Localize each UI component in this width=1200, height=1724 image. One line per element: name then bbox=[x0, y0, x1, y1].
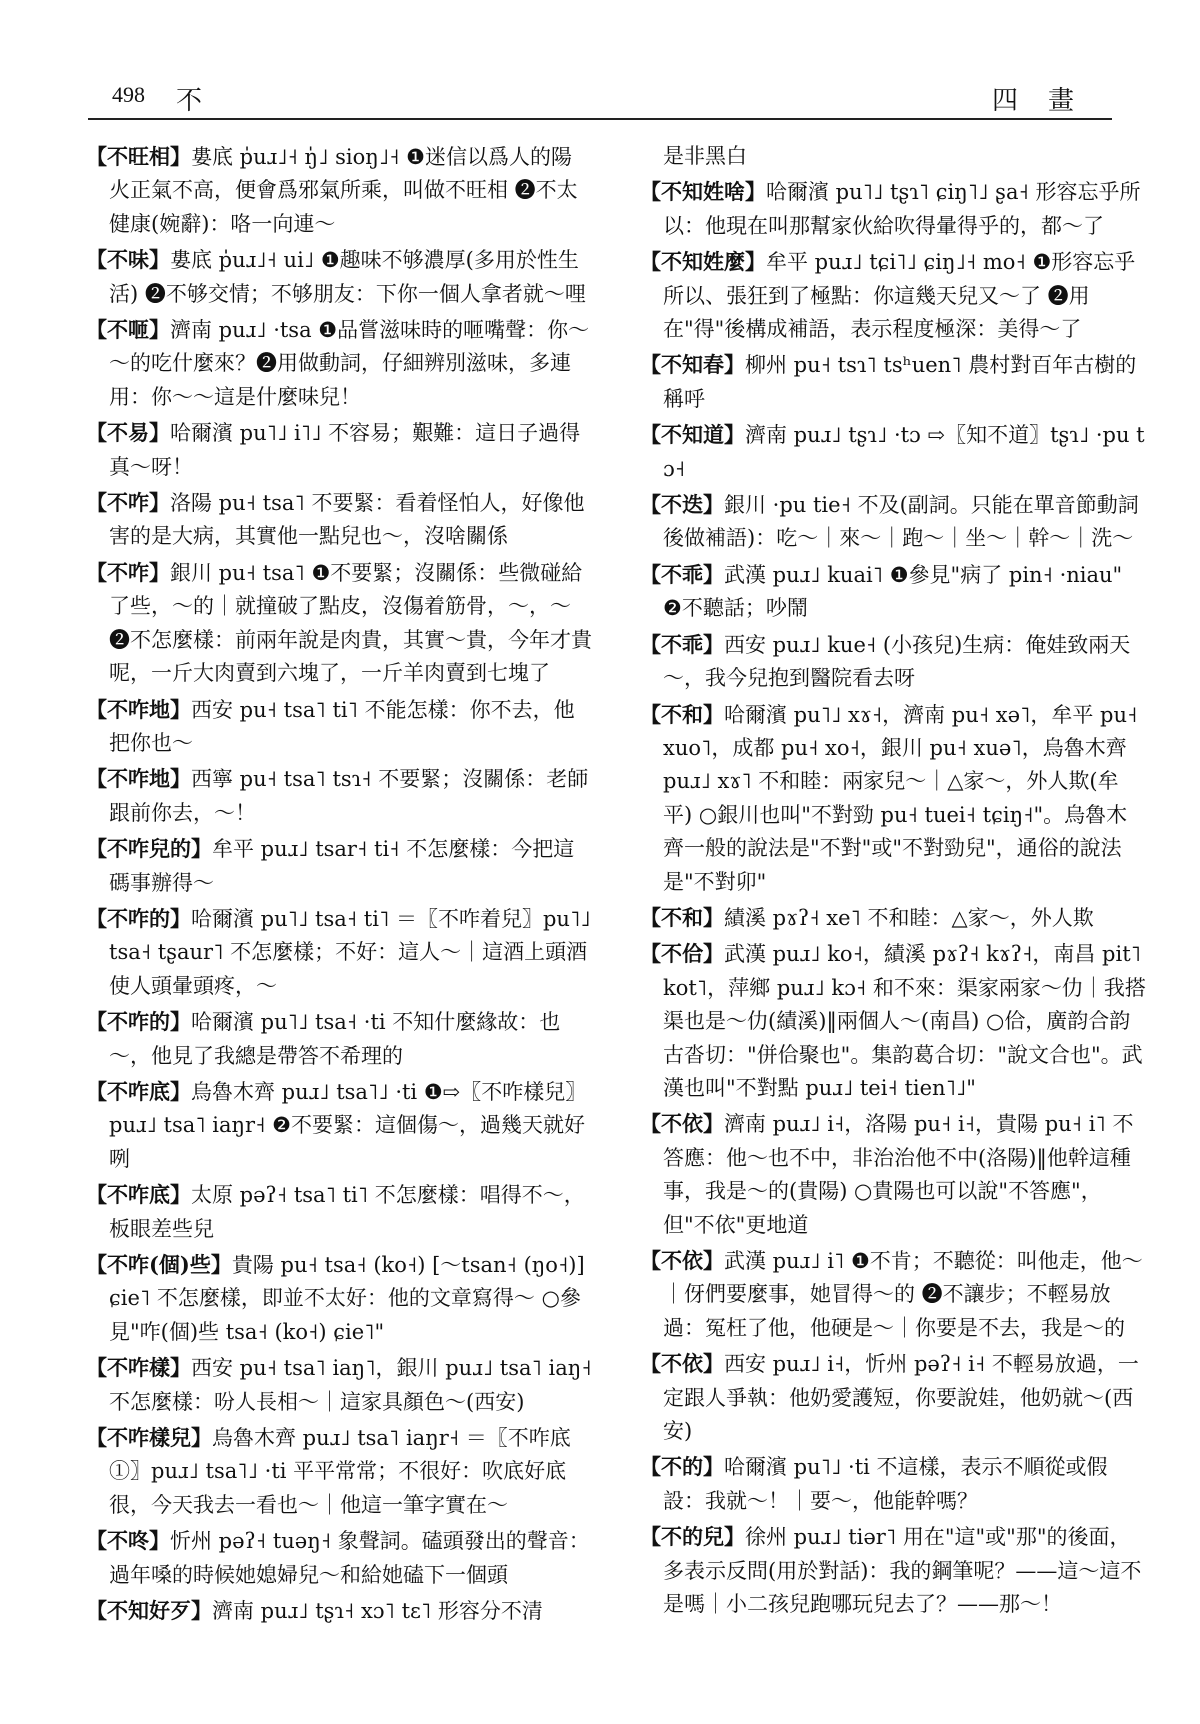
dictionary-entry bbox=[86, 902, 592, 1003]
page-header bbox=[88, 78, 1112, 120]
entry-headword: 【不咋】 bbox=[86, 490, 170, 516]
dictionary-entry bbox=[640, 1107, 1146, 1242]
entry-definition: 哈爾濱 pu˥˩ tsa˧ ·ti 不知什麼緣故：也～，他見了我總是帶答不希理的 bbox=[109, 1010, 561, 1068]
entry-definition: 忻州 pəʔ˧ tuəŋ˧ 象聲詞。磕頭發出的聲音：過年嗓的時候她媳婦兒～和給她磕下一個頭 bbox=[109, 1529, 590, 1587]
dictionary-entry bbox=[640, 1450, 1146, 1518]
entry-definition: 武漢 puɹ˩ ko˧，績溪 pɤʔ˧ kɤʔ˧，南昌 pit˥ kot˥，萍鄉 puɹ˩ kɔ˧ 和不來：渠家兩家～仂｜我搭渠也是～仂(績溪)‖兩個人～(南昌) ○佮，廣韵合韵古沓切："併佮聚也"。集韵葛合切："說文合也"。武漢也叫"不對點 puɹ˩ tei˧ tien˥˩" bbox=[663, 942, 1146, 1100]
entry-headword: 【不的】 bbox=[640, 1454, 724, 1480]
dictionary-entry bbox=[640, 628, 1146, 696]
dictionary-entry bbox=[86, 693, 592, 761]
dictionary-entry bbox=[86, 1351, 592, 1419]
right-column bbox=[640, 140, 1146, 1623]
dictionary-entry bbox=[640, 418, 1146, 486]
entry-headword: 【不佮】 bbox=[640, 941, 724, 967]
entry-headword: 【不咋底】 bbox=[86, 1078, 191, 1104]
entry-definition: 武漢 puɹ˩ i˥ ❶不肯；不聽從：叫他走，他～｜伢們要麼事，她冒得～的 ❷不讓步；不輕易放過：冤枉了他，他硬是～｜你要是不去，我是～的 bbox=[663, 1249, 1143, 1340]
entry-definition: 西安 pu˧ tsa˥ ti˥ 不能怎樣：你不去，他把你也～ bbox=[109, 697, 575, 755]
dictionary-entry bbox=[86, 243, 592, 311]
dictionary-entry bbox=[640, 245, 1146, 346]
dictionary-entry bbox=[86, 313, 592, 414]
entry-definition: 哈爾濱 pu˥˩ xɤ˧，濟南 pu˧ xə˥，牟平 pu˧ xuo˥，成都 pu˧ xo˧，銀川 pu˧ xuə˥，烏魯木齊 puɹ˩ xɤ˥ 不和睦：兩家兒～｜△家～，外人欺(牟平) ○銀川也叫"不對勁 pu˧ tuei˧ tɕiŋ˧"。烏魯木齊一般的說法是"不對"或"不對勁兒"，通俗的說法是"不對卯" bbox=[663, 702, 1138, 894]
header-character: 不 bbox=[176, 86, 203, 116]
entry-headword: 【不味】 bbox=[86, 247, 170, 273]
entry-definition: 太原 pəʔ˧ tsa˥ ti˥ 不怎麼樣：唱得不～，板眼差些兒 bbox=[109, 1183, 585, 1241]
entry-definition: 柳州 pu˧ tsɿ˥ tsʰuen˥ 農村對百年古樹的稱呼 bbox=[663, 353, 1137, 411]
dictionary-entry bbox=[86, 140, 592, 241]
dictionary-entry bbox=[640, 1347, 1146, 1448]
entry-headword: 【不咋的】 bbox=[86, 1009, 191, 1035]
entry-headword: 【不依】 bbox=[640, 1248, 724, 1273]
dictionary-entry bbox=[640, 1244, 1146, 1345]
entry-headword: 【不咋(個)些】 bbox=[86, 1252, 232, 1277]
entry-headword: 【不和】 bbox=[640, 701, 724, 727]
entry-headword: 【不乖】 bbox=[640, 631, 724, 657]
dictionary-entry bbox=[640, 698, 1146, 899]
entry-headword: 【不咋】 bbox=[86, 559, 170, 585]
entry-definition: 銀川 ·pu tie˧ 不及(副詞。只能在單音節動詞後做補語)：吃～｜來～｜跑～｜坐～｜幹～｜洗～ bbox=[663, 493, 1139, 551]
dictionary-entry bbox=[640, 488, 1146, 556]
entry-definition: 哈爾濱 pu˥˩ i˥˩ 不容易；艱難：這日子過得真～呀！ bbox=[109, 421, 581, 479]
dictionary-entry bbox=[640, 175, 1146, 243]
entry-definition: 西安 pu˧ tsa˥ iaŋ˥，銀川 puɹ˩ tsa˥ iaŋ˧ 不怎麼樣：吩人長相～｜這家具顏色～(西安) bbox=[109, 1356, 592, 1414]
entry-headword: 【不易】 bbox=[86, 420, 170, 446]
entry-headword: 【不咋樣】 bbox=[86, 1355, 191, 1381]
entry-definition: 哈爾濱 pu˥˩ ·ti 不這樣，表示不順從或假設：我就～！｜要～，他能幹嗎？ bbox=[663, 1455, 1108, 1513]
section-title: 四畫 bbox=[991, 86, 1104, 116]
entry-definition: 牟平 puɹ˩ tɕi˥˩ ɕiŋ˩˧ mo˧ ❶形容忘乎所以、張狂到了極點：你這幾天兒又～了 ❷用在"得"後構成補語，表示程度極深：美得～了 bbox=[663, 250, 1136, 342]
left-column bbox=[86, 140, 592, 1630]
entry-definition: 烏魯木齊 puɹ˩ tsa˥ iaŋr˧ ＝〖不咋底①〗puɹ˩ tsa˥˩ ·ti 平平常常；不很好：吹底好底很，今天我去一看也～｜他這一筆字實在～ bbox=[109, 1426, 571, 1517]
entry-definition: 哈爾濱 pu˥˩ tʂɿ˥ ɕiŋ˥˩ ʂa˧ 形容忘乎所以：他現在叫那幫家伙給吹得暈得乎的，都～了 bbox=[663, 180, 1141, 238]
entry-definition: 是非黑白 bbox=[663, 144, 747, 168]
dictionary-entry bbox=[640, 140, 1146, 173]
entry-headword: 【不知姓麼】 bbox=[640, 249, 766, 275]
entry-definition: 西安 puɹ˩ i˧，忻州 pəʔ˧ i˧ 不輕易放過，一定跟人爭執：他奶愛護短，你要說娃，他奶就～(西安) bbox=[663, 1352, 1139, 1444]
dictionary-entry bbox=[86, 486, 592, 554]
entry-definition: 績溪 pɤʔ˧ xe˥ 不和睦：△家～，外人欺 bbox=[724, 905, 1094, 930]
entry-definition: 婁底 p̍uɹ˩˧ ui˩ ❶趣味不够濃厚(多用於性生活) ❷不够交情；不够朋友：下你一個人拿者就～哩 bbox=[109, 248, 586, 306]
entry-headword: 【不旺相】 bbox=[86, 144, 191, 169]
dictionary-entry bbox=[86, 1248, 592, 1349]
entry-definition: 西寧 pu˧ tsa˥ tsɿ˧ 不要緊；沒關係：老師跟前你去，～！ bbox=[109, 767, 589, 825]
dictionary-entry bbox=[86, 1524, 592, 1592]
entry-definition: 貴陽 pu˧ tsa˧ (ko˧) [～tsan˧ (ŋo˧)] ɕie˥ 不怎麼樣，即並不太好：他的文章寫得～ ○參見"咋(個)些 tsa˧ (ko˧) ɕie˥" bbox=[109, 1253, 585, 1344]
dictionary-entry bbox=[86, 556, 592, 691]
entry-headword: 【不咋樣兒】 bbox=[86, 1425, 212, 1451]
entry-definition: 徐州 puɹ˩ tiər˥ 用在"這"或"那"的後面，多表示反問(用於對話)：我的鋼筆呢？——這～這不是嗎｜小二孩兒跑哪玩兒去了？——那～！ bbox=[663, 1525, 1142, 1617]
entry-headword: 【不咋兒的】 bbox=[86, 836, 212, 862]
entry-definition: 牟平 puɹ˩ tsar˧ ti˧ 不怎麼樣：今把這碼事辦得～ bbox=[109, 837, 575, 895]
entry-headword: 【不咋底】 bbox=[86, 1182, 191, 1208]
entry-headword: 【不乖】 bbox=[640, 561, 724, 587]
entry-headword: 【不咋地】 bbox=[86, 696, 191, 722]
entry-headword: 【不迭】 bbox=[640, 492, 724, 518]
entry-definition: 濟南 puɹ˩ tʂɿ˧ xɔ˥ tɛ˥ 形容分不清 bbox=[212, 1599, 543, 1624]
entry-headword: 【不咂】 bbox=[86, 317, 170, 343]
entry-definition: 濟南 puɹ˩ i˧，洛陽 pu˧ i˧，貴陽 pu˧ i˥ 不答應：他～也不中，非治治他不中(洛陽)‖他幹這種事，我是～的(貴陽) ○貴陽也可以說"不答應"，但"不依"更地道 bbox=[663, 1112, 1134, 1237]
entry-headword: 【不知好歹】 bbox=[86, 1598, 212, 1624]
entry-headword: 【不的兒】 bbox=[640, 1524, 745, 1550]
entry-definition: 西安 puɹ˩ kue˧ (小孩兒)生病：俺娃致兩天～，我今兒抱到醫院看去呀 bbox=[663, 632, 1131, 691]
entry-definition: 烏魯木齊 puɹ˩ tsa˥˩ ·ti ❶⇨〖不咋樣兒〗puɹ˩ tsa˥ iaŋr˧ ❷不要緊：這個傷～，過幾天就好咧 bbox=[109, 1079, 587, 1171]
dictionary-entry bbox=[640, 937, 1146, 1105]
entry-headword: 【不咋的】 bbox=[86, 905, 191, 931]
dictionary-entry bbox=[640, 1520, 1146, 1621]
entry-headword: 【不依】 bbox=[640, 1111, 724, 1137]
entry-headword: 【不咚】 bbox=[86, 1528, 170, 1554]
dictionary-entry bbox=[86, 1594, 592, 1628]
entry-definition: 濟南 puɹ˩ tʂɿ˩ ·tɔ ⇨〖知不道〗tʂɿ˩ ·pu tɔ˧ bbox=[663, 423, 1145, 481]
entry-headword: 【不和】 bbox=[640, 904, 724, 930]
dictionary-entry bbox=[86, 1075, 592, 1176]
entry-headword: 【不知道】 bbox=[640, 422, 745, 448]
entry-definition: 武漢 puɹ˩ kuai˥ ❶參見"病了 pin˧ ·niau" ❷不聽話；吵鬧 bbox=[663, 562, 1123, 621]
entry-definition: 哈爾濱 pu˥˩ tsa˧ ti˥ ＝〖不咋着兒〗pu˥˩ tsa˧ tʂaur˥ 不怎麼樣；不好：這人～｜這酒上頭酒使人頭暈頭疼，～ bbox=[109, 906, 591, 998]
dictionary-entry bbox=[86, 762, 592, 830]
dictionary-entry bbox=[86, 1421, 592, 1522]
dictionary-entry bbox=[640, 558, 1146, 626]
dictionary-entry bbox=[86, 1005, 592, 1073]
dictionary-entry bbox=[86, 416, 592, 484]
dictionary-entry bbox=[86, 1178, 592, 1246]
entry-headword: 【不知春】 bbox=[640, 352, 745, 378]
entry-definition: 濟南 puɹ˩ ·tsa ❶品嘗滋味時的咂嘴聲：你～～的吃什麼來？❷用做動詞，仔細辨別滋味，多連用：你～～這是什麼味兒！ bbox=[109, 318, 590, 409]
dictionary-entry bbox=[640, 901, 1146, 935]
dictionary-entry bbox=[86, 832, 592, 900]
entry-headword: 【不依】 bbox=[640, 1351, 724, 1377]
page-number: 498 bbox=[112, 82, 145, 107]
entry-definition: 洛陽 pu˧ tsa˥ 不要緊：看着怪怕人，好像他害的是大病，其實他一點兒也～，沒啥關係 bbox=[109, 491, 585, 549]
entry-definition: 婁底 p̍uɹ˩˧ ŋ̍˩ sioŋ˩˧ ❶迷信以爲人的陽火正氣不高，便會爲邪氣所乘，叫做不旺相 ❷不太健康(婉辭)：咯一向連～ bbox=[109, 145, 578, 236]
entry-definition: 銀川 pu˧ tsa˥ ❶不要緊；沒關係：些微碰給了些，～的｜就撞破了點皮，沒傷着筋骨，～，～ ❷不怎麼樣：前兩年說是肉貴，其實～貴，今年才貴呢，一斤大肉賣到六塊了，一斤羊肉賣到七塊了 bbox=[109, 560, 592, 686]
dictionary-entry bbox=[640, 348, 1146, 416]
entry-headword: 【不知姓啥】 bbox=[640, 179, 766, 205]
entry-headword: 【不咋地】 bbox=[86, 766, 191, 792]
